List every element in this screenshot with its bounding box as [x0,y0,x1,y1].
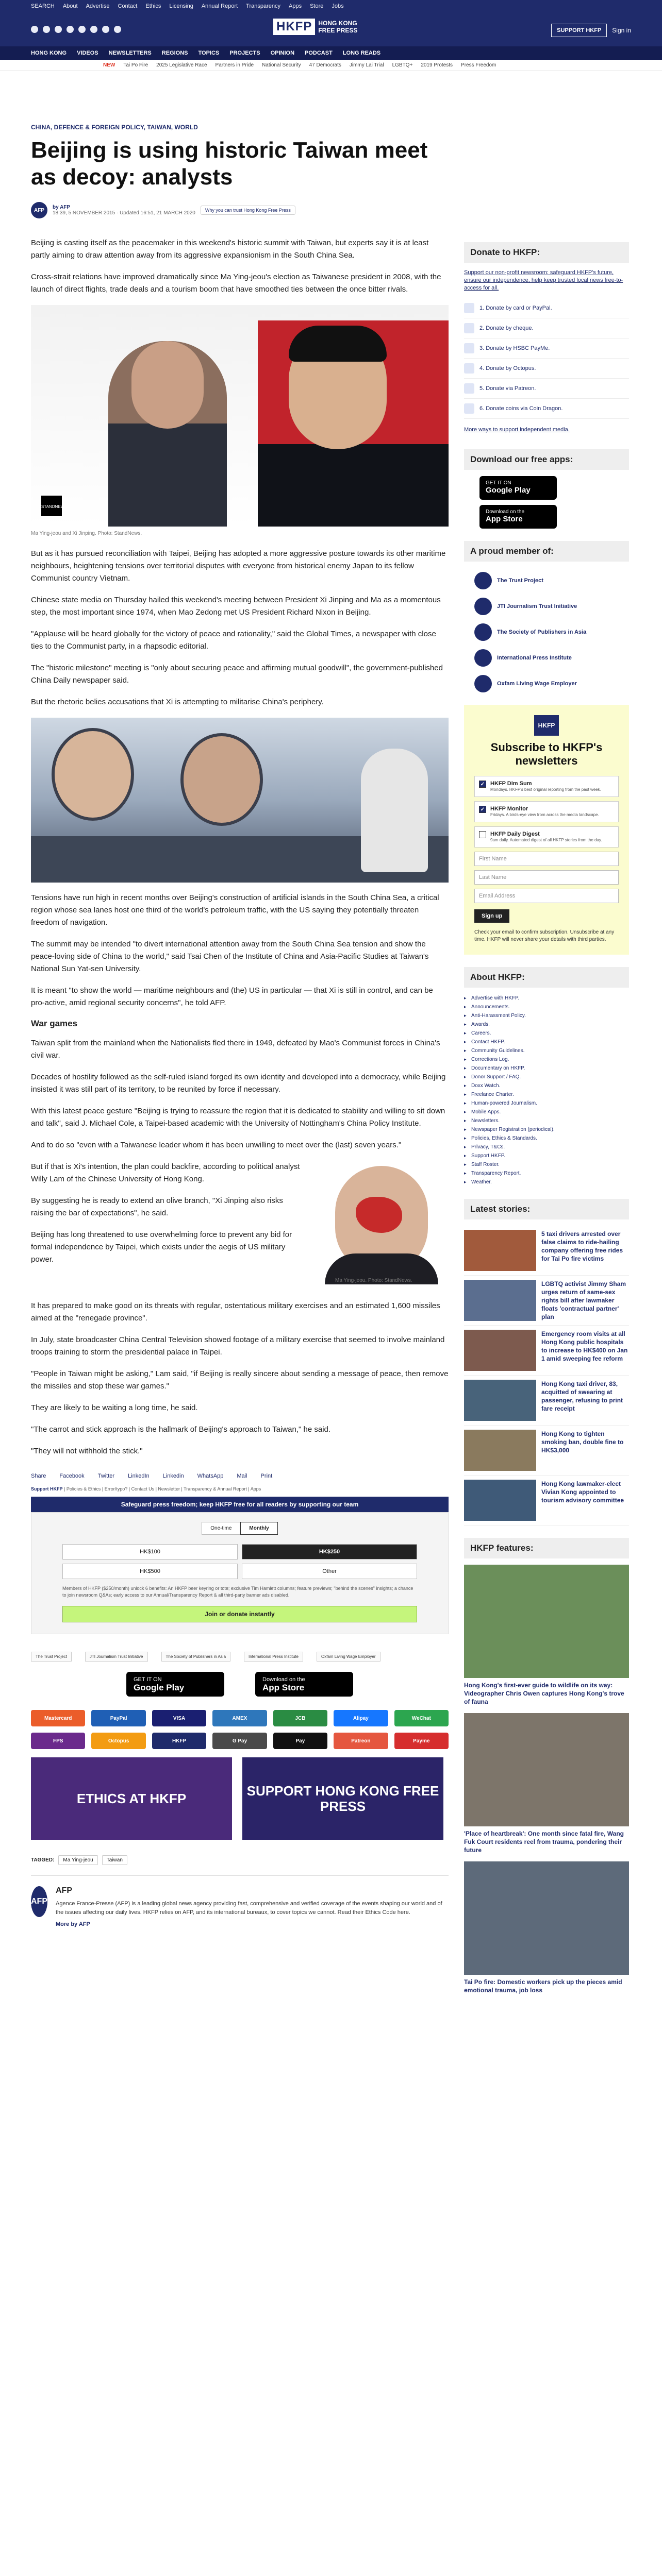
nav-long-reads[interactable]: LONG READS [342,50,381,56]
about-link[interactable]: ▸ Newsletters. [464,1116,629,1125]
tags [31,1855,449,1865]
story-title[interactable]: Emergency room visits at all Hong Kong public hospitals to increase to HK$400 on Jan 1 amid sweeping fee reform [541,1330,628,1362]
share-mail[interactable]: Mail [237,1473,247,1479]
feature-photo[interactable] [464,1861,629,1975]
feature-title[interactable]: 'Place of heartbreak': One month since fatal fire, Wang Fuk Court residents reel from trauma, pondering their future [464,1830,624,1854]
paragraph: Decades of hostility followed as the self-ruled island forged its own identity and developed into a democracy, while Beijing insisted it was still part of its territory, to be reunited by force if necessary. [31,1073,446,1094]
checkbox[interactable]: ✓ [479,806,486,813]
merlion-statue [361,749,428,872]
about-link[interactable]: ▸ Contact HKFP. [464,1038,629,1046]
about-link[interactable]: ▸ Newspaper Registration (periodical). [464,1125,629,1134]
ethics-promo[interactable]: ETHICS AT HKFP [31,1757,232,1840]
payment-methods [31,1710,449,1749]
paragraph: But the rhetoric belies accusations that Xi is attempting to militarise China's periphery. [31,698,324,706]
ipi-icon [474,649,492,667]
store-link[interactable]: Store [310,3,324,9]
feature-photo[interactable] [464,1565,629,1678]
leaders-collage-image [31,718,449,883]
trust-project-icon [474,572,492,589]
nav-opinion[interactable]: OPINION [270,50,295,56]
nav-projects[interactable]: PROJECTS [229,50,260,56]
google-play-badge[interactable]: GET IT ON Google Play [126,1672,224,1697]
share-bar [31,1473,449,1479]
paragraph: In July, state broadcaster China Central Television showed footage of a military exercise that seemed to involve mainland troops training to storm the presidential palace in Taipei. [31,1335,445,1357]
social-links [31,26,121,33]
sopa-logo[interactable]: The Society of Publishers in Asia [161,1652,231,1662]
rss-icon[interactable] [114,26,121,33]
donate-option[interactable]: 1. Donate by card or PayPal. [464,298,629,318]
paragraph: But as it has pursued reconciliation with Taipei, Beijing has adopted a more aggressive posture towards its other maritime neighbours, heightening tensions over territorial disputes with everyone from historical enemy Japan to its fellow Communist country Vietnam. [31,549,446,583]
about-link[interactable]: ▸ Careers. [464,1029,629,1038]
about-link[interactable]: ▸ Corrections Log. [464,1055,629,1064]
tags-label: TAGGED: [31,1857,55,1863]
member-benefits: Members of HKFP ($250/month) unlock 6 benefits: An HKFP beer keyring or tote; exclusive Tim Hamlett columns; feature previews; "behind the scenes" insights; a chance to join newsroom Q&As; early access to our Annual/Transparency Report & all third-party banner ads disabled. [62,1586,413,1598]
jobs-link[interactable]: Jobs [332,3,344,9]
newsletter-signup [464,705,629,955]
ticker-item[interactable]: LGBTQ+ [392,62,413,68]
story-thumbnail[interactable] [464,1380,536,1421]
amount-250[interactable]: HK$250 [242,1544,417,1560]
freq-monthly[interactable]: Monthly [240,1522,277,1535]
donate-heading: Donate to HKFP: [464,242,629,263]
amount-500[interactable]: HK$500 [62,1564,238,1579]
story-item[interactable] [464,1276,629,1326]
amount-other[interactable]: Other [242,1564,417,1579]
story-title[interactable]: Hong Kong taxi driver, 83, acquitted of swearing at passenger, refusing to print fare receipt [541,1380,623,1412]
story-thumbnail[interactable] [464,1430,536,1471]
tag-ma-ying-jeou[interactable]: Ma Ying-jeou [58,1855,97,1865]
byline-text: by AFP 18:39, 5 NOVEMBER 2015 · Updated 16:51, 21 MARCH 2020 [53,205,195,216]
utility-bar [0,0,662,12]
checkbox[interactable]: ✓ [479,781,486,788]
support-promo[interactable]: SUPPORT HONG KONG FREE PRESS [242,1757,443,1840]
jti-icon [474,598,492,615]
story-thumbnail[interactable] [464,1480,536,1521]
article-body [31,237,449,1458]
story-title[interactable]: Hong Kong lawmaker-elect Vivian Kong appointed to tourism advisory committee [541,1480,624,1504]
member-logo[interactable]: International Press Institute [464,645,629,671]
annual-report-link[interactable]: Annual Report [201,3,238,9]
member-logo[interactable]: JTI Journalism Trust Initiative [464,594,629,619]
payment-logo: G Pay [212,1733,267,1749]
apps-heading: Download our free apps: [464,449,629,470]
ticker-item[interactable]: Partners in Pride [215,62,254,68]
about-heading: About HKFP: [464,967,629,988]
paragraph: By suggesting he is ready to extend an olive branch, "Xi Jinping also risks raising the bar of expectations", he said. [31,1196,283,1217]
donate-option[interactable]: 6. Donate coins via Coin Dragon. [464,399,629,419]
about-link[interactable]: ▸ Policies, Ethics & Standards. [464,1134,629,1143]
first-name-input[interactable]: First Name [474,852,619,866]
paragraph: Beijing has long threatened to use overwhelming force to prevent any bid for formal independence by Taipei, which exists under the aegis of US military power. [31,1230,292,1264]
linkedin-icon[interactable] [78,26,86,33]
donation-widget [31,1512,449,1634]
author-box [31,1875,449,1929]
site-header [0,12,662,46]
ma-side-image [315,1161,449,1295]
paragraph: Cross-strait relations have improved dramatically since Ma Ying-jeou's election as Taiwanese president in 2008, with the launch of direct flights, trade deals and a tourism boom that have smoothed ties between the once bitter rivals. [31,273,441,294]
member-logo[interactable]: The Trust Project [464,568,629,594]
payment-logo: Octopus [91,1733,145,1749]
payment-logo: HKFP [152,1733,206,1749]
about-link[interactable]: ▸ Doxx Watch. [464,1081,629,1090]
about-link[interactable]: ▸ Documentary on HKFP. [464,1064,629,1073]
feature-title[interactable]: Tai Po fire: Domestic workers pick up the pieces amid emotional trauma, job loss [464,1978,622,1994]
paragraph: Taiwan split from the mainland when the Nationalists fled there in 1949, defeated by Mao's Communist forces in China's civil war. [31,1039,440,1060]
share-linkedin-alt[interactable]: Linkedin [162,1473,184,1479]
payment-logo: WeChat [394,1710,449,1726]
transparency-link[interactable]: Transparency [246,3,280,9]
about-link[interactable]: ▸ Privacy, T&Cs. [464,1143,629,1151]
xi-portrait [180,733,263,826]
share-facebook[interactable]: Facebook [59,1473,85,1479]
about-link[interactable]: ▸ Freelance Charter. [464,1090,629,1099]
paragraph: Tensions have run high in recent months over Beijing's construction of artificial islands in the South China Sea, a critical region whose sea lanes host one third of the world's petroleum traffic, with the US saying they potentially threaten freedom of navigation. [31,893,439,927]
about-link[interactable]: ▸ Weather. [464,1178,629,1187]
ticker-item[interactable]: Jimmy Lai Trial [349,62,384,68]
payment-logo: Alipay [334,1710,388,1726]
nav-videos[interactable]: VIDEOS [77,50,98,56]
support-button[interactable]: SUPPORT HKFP [551,24,607,37]
ticker-item[interactable]: Press Freedom [461,62,496,68]
standnews-logo: STANDNEWS [40,495,63,517]
payment-logo: Payme [394,1733,449,1749]
story-thumbnail[interactable] [464,1330,536,1371]
share-linkedin[interactable]: LinkedIn [128,1473,150,1479]
sidebar [464,242,629,2002]
about-link[interactable]: ▸ Announcements. [464,1003,629,1011]
story-item[interactable] [464,1326,629,1376]
member-logo[interactable]: Oxfam Living Wage Employer [464,671,629,697]
search-link[interactable]: SEARCH [31,3,55,9]
about-link[interactable]: ▸ Awards. [464,1020,629,1029]
ipi-logo[interactable]: International Press Institute [244,1652,303,1662]
email-input[interactable]: Email Address [474,889,619,903]
payment-logo: Mastercard [31,1710,85,1726]
freq-one-time[interactable]: One-time [202,1522,240,1535]
newsletter-option-daily[interactable]: HKFP Daily Digest 9am daily. Automated digest of all HKFP stories from the day. [474,826,619,848]
story-item[interactable] [464,1426,629,1476]
contact-link[interactable]: Contact [118,3,138,9]
article-title: Beijing is using historic Taiwan meet as decoy: analysts [31,138,428,190]
about-link[interactable]: About [62,3,78,9]
story-item[interactable] [464,1226,629,1276]
latest-heading: Latest stories: [464,1199,629,1219]
checkbox[interactable] [479,831,486,838]
about-link[interactable]: ▸ Donor Support / FAQ. [464,1073,629,1081]
xi-jinping-figure [258,320,449,527]
paragraph: Chinese state media on Thursday hailed this weekend's meeting between President Xi Jinping and Ma as a momentous step, the most important since 1974, when Mao Zedong met US President Richard Nixon in Beijing. [31,596,441,617]
paragraph: "They will not withhold the stick." [31,1447,143,1455]
author-avatar[interactable]: AFP [31,1886,47,1917]
newsletter-option-monitor[interactable]: ✓ HKFP Monitor Fridays. A birds-eye view from across the media landscape. [474,801,619,822]
about-link[interactable]: ▸ Anti-Harassment Policy. [464,1011,629,1020]
site-logo[interactable] [273,19,357,35]
frequency-toggle [62,1522,417,1535]
paragraph: Beijing is casting itself as the peacemaker in this weekend's historic summit with Taiwan, but experts say it is at least partly aiming to draw attention away from its aggressive expansionism in the South China Sea. [31,239,429,260]
latest-stories [464,1226,629,1526]
octopus-icon [464,363,474,374]
author-bio: Agence France-Presse (AFP) is a leading global news agency providing fast, comprehensive and verified coverage of the events shaping our world and of the issues affecting our daily lives. HKFP relies on AFP, and its international bureaux, to cover topics we cannot. Read their Ethics Code here. [56,1901,442,1916]
story-title[interactable]: 5 taxi drivers arrested over false claims to ride-hailing company offering free rides for Tai Po fire victims [541,1230,623,1262]
ticker-label: NEW [103,62,115,68]
newsletter-logo: HKFP [534,715,559,736]
nav-regions[interactable]: REGIONS [161,50,188,56]
telegram-icon[interactable] [90,26,97,33]
paragraph: But if that is Xi's intention, the plan could backfire, according to political analyst Willy Lam of the Chinese University of Hong Kong. [31,1162,300,1183]
about-link[interactable]: ▸ Community Guidelines. [464,1046,629,1055]
share-whatsapp[interactable]: WhatsApp [197,1473,224,1479]
payment-logo: VISA [152,1710,206,1726]
ma-ying-jeou-figure [108,341,227,527]
proud-member-heading: A proud member of: [464,541,629,562]
paragraph: "People in Taiwan might be asking," Lam said, "if Beijing is really sincere about sending a message of peace, then remove the missiles and stop these war games." [31,1369,449,1391]
twitter-icon[interactable] [43,26,50,33]
nav-hong-kong[interactable]: HONG KONG [31,50,67,56]
about-link[interactable]: ▸ Advertise with HKFP. [464,994,629,1003]
features-heading: HKFP features: [464,1538,629,1558]
share-label: Share [31,1473,46,1479]
donate-option[interactable]: 2. Donate by cheque. [464,318,629,338]
feature-item[interactable] [464,1861,629,1994]
card-icon [464,303,474,313]
donate-option[interactable]: 3. Donate by HSBC PayMe. [464,338,629,359]
feature-title[interactable]: Hong Kong's first-ever guide to wildlife on its way: Videographer Chris Owen captures Hong Kong's trove of fauna [464,1682,624,1705]
story-thumbnail[interactable] [464,1280,536,1321]
nav-topics[interactable]: TOPICS [198,50,220,56]
ticker-item[interactable]: Tai Po Fire [123,62,148,68]
sidebar-app-store[interactable]: Download on the App Store [479,505,557,529]
cheque-icon [464,323,474,333]
sign-up-button[interactable]: Sign up [474,909,509,923]
donate-option[interactable]: 4. Donate by Octopus. [464,359,629,379]
story-title[interactable]: Hong Kong to tighten smoking ban, double fine to HK$3,000 [541,1430,624,1454]
facebook-icon[interactable] [31,26,38,33]
paragraph: "Applause will be heard globally for the victory of peace and rationality," said the Global Times, a newspaper with close ties to the Communist party, in a rhapsodic editorial. [31,630,436,651]
patreon-icon [464,383,474,394]
main-nav [0,46,662,60]
newsletter-note: Check your email to confirm subscription. Unsubscribe at any time. HKFP will never share your details with third parties. [474,929,615,942]
payment-logo: JCB [273,1710,327,1726]
partner-logos [31,1652,449,1662]
join-button[interactable]: Join or donate instantly [62,1606,417,1622]
paragraph: "The carrot and stick approach is the hallmark of Beijing's approach to Taiwan," he said. [31,1425,331,1434]
logo-text: HONG KONG FREE PRESS [318,20,358,34]
ethics-link[interactable]: Ethics [145,3,161,9]
about-link[interactable]: ▸ Staff Roster. [464,1160,629,1169]
instagram-icon[interactable] [55,26,62,33]
newsletter-option-dim-sum[interactable]: ✓ HKFP Dim Sum Mondays. HKFP's best original reporting from the past week. [474,776,619,797]
nav-podcast[interactable]: PODCAST [305,50,333,56]
image-caption: Ma Ying-jeou. Photo: StandNews. [335,1278,412,1283]
apps-link[interactable]: Apps [289,3,302,9]
features-list [464,1565,629,1994]
sign-in-link[interactable]: Sign in [612,27,631,34]
oxfam-icon [474,675,492,692]
newsletter-title: Subscribe to HKFP's newsletters [490,741,603,767]
more-by-author[interactable]: More by AFP [56,1921,90,1927]
ticker-item[interactable]: National Security [262,62,301,68]
story-thumbnail[interactable] [464,1230,536,1271]
image-caption: Ma Ying-jeou and Xi Jinping. Photo: StandNews. [31,531,142,536]
last-name-input[interactable]: Last Name [474,870,619,885]
amount-options [62,1544,417,1579]
article-categories[interactable]: CHINA, DEFENCE & FOREIGN POLICY, TAIWAN, WORLD [31,124,198,131]
trust-project-logo[interactable]: The Trust Project [31,1652,72,1662]
licensing-link[interactable]: Licensing [169,3,193,9]
jti-logo[interactable]: JTI Journalism Trust Initiative [85,1652,148,1662]
amount-100[interactable]: HK$100 [62,1544,238,1560]
coin-icon [464,403,474,414]
payment-logo: AMEX [212,1710,267,1726]
support-links[interactable]: Support HKFP | Policies & Ethics | Error/typo? | Contact Us | Newsletter | Transparency & Annual Report | Apps [31,1486,261,1492]
payment-logo: Pay [273,1733,327,1749]
subheading: War games [31,1019,78,1028]
youtube-icon[interactable] [67,26,74,33]
about-links [464,994,629,1187]
donate-text: Support our non-profit newsroom: safeguard HKFP's future, ensure our independence, help keep trusted local news free-to-access for all. [464,269,623,291]
feature-item[interactable] [464,1565,629,1706]
story-item[interactable] [464,1376,629,1426]
ticker-item[interactable]: 2019 Protests [421,62,453,68]
paragraph: The summit may be intended "to divert international attention away from the South China Sea tension and show the peace-loving side of China to the world," said Tsai Chen of the Institute of China and Asia-Pacific Studies at Taiwan's National Sun Yat-sen University. [31,940,429,973]
paragraph: It has prepared to make good on its threats with regular, ostentatious military exercises and an estimated 1,600 missiles aimed at the "renegade province". [31,1301,440,1323]
article-column [31,124,449,1929]
threads-icon[interactable] [102,26,109,33]
safeguard-banner[interactable]: Safeguard press freedom; keep HKFP free for all readers by supporting our team [31,1497,449,1512]
nav-newsletters[interactable]: NEWSLETTERS [108,50,152,56]
trust-link[interactable]: Why you can trust Hong Kong Free Press [201,206,295,215]
tag-taiwan[interactable]: Taiwan [102,1855,127,1865]
ma-portrait [52,728,134,821]
oxfam-logo[interactable]: Oxfam Living Wage Employer [317,1652,380,1662]
promo-banners [31,1757,449,1840]
advertise-link[interactable]: Advertise [86,3,110,9]
paragraph: It is meant "to show the world — maritime neighbours and (the) US in particular — that Xi is still in control, and can be pro-active, amid regional security concerns", he told AFP. [31,986,433,1007]
app-store-badge[interactable]: Download on the App Store [255,1672,353,1697]
author-name[interactable]: AFP [56,1886,72,1895]
payment-logo: Patreon [334,1733,388,1749]
feature-item[interactable] [464,1713,629,1854]
payme-icon [464,343,474,353]
share-twitter[interactable]: Twitter [97,1473,115,1479]
story-item[interactable] [464,1476,629,1526]
app-store-badges [31,1672,449,1697]
donate-option[interactable]: 5. Donate via Patreon. [464,379,629,399]
sopa-icon [474,623,492,641]
byline [31,202,449,218]
payment-logo: FPS [31,1733,85,1749]
paragraph: They are likely to be waiting a long time, he said. [31,1403,198,1412]
feature-photo[interactable] [464,1713,629,1826]
about-link[interactable]: ▸ Support HKFP. [464,1151,629,1160]
paragraph: The "historic milestone" meeting is "only about securing peace and affirming mutual goodwill", the government-published China Daily newspaper said. [31,664,443,685]
about-link[interactable]: ▸ Mobile Apps. [464,1108,629,1116]
member-logo[interactable]: The Society of Publishers in Asia [464,619,629,645]
paragraph: With this latest peace gesture "Beijing is trying to reassure the region that it is dedicated to stability and willing to sit down and talk", said J. Michael Cole, a Taipei-based academic with the University of Nottingham's China Policy Institute. [31,1107,445,1128]
about-link[interactable]: ▸ Human-powered Journalism. [464,1099,629,1108]
payment-logo: PayPal [91,1710,145,1726]
sidebar-google-play[interactable]: GET IT ON Google Play [479,476,557,500]
logo-mark: HKFP [273,19,315,35]
trending-ticker [0,60,662,71]
more-ways-link[interactable]: More ways to support independent media. [464,427,570,433]
story-title[interactable]: LGBTQ activist Jimmy Sham urges return of same-sex rights bill after lawmaker floats 'contractual partner' plan [541,1280,626,1320]
author-avatar[interactable]: AFP [31,202,47,218]
hero-image [31,305,449,527]
share-print[interactable]: Print [260,1473,273,1479]
ticker-item[interactable]: 2025 Legislative Race [156,62,207,68]
ticker-item[interactable]: 47 Democrats [309,62,341,68]
about-link[interactable]: ▸ Transparency Report. [464,1169,629,1178]
paragraph: And to do so "even with a Taiwanese leader whom it has been unwilling to meet over the (last) seven years." [31,1141,402,1149]
